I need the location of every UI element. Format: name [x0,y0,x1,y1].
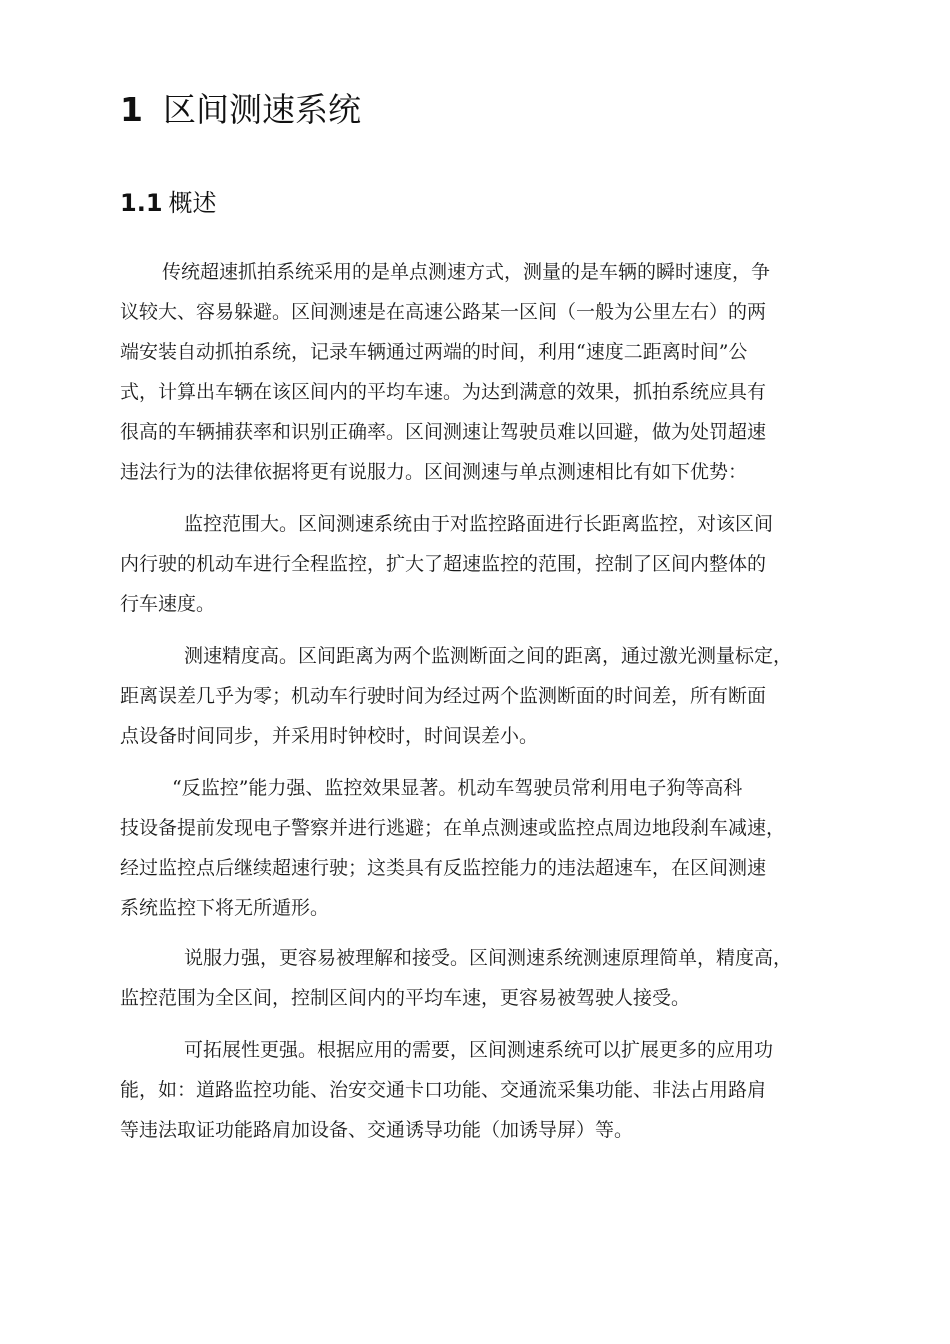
paragraph-anti-monitoring [120,768,840,928]
paragraph-line: 端安装自动抓拍系统，记录车辆通过两端的时间，利用“速度二距离时间”公 [120,341,748,363]
paragraph-line: 测速精度高。区间距离为两个监测断面之间的距离，通过激光测量标定， [184,645,793,667]
heading-1-number: 1 [120,90,143,129]
paragraph-line: 监控范围为全区间，控制区间内的平均车速，更容易被驾驶人接受。 [120,987,691,1009]
paragraph-line: 距离误差几乎为零；机动车行驶时间为经过两个监测断面的时间差，所有断面 [120,685,767,707]
paragraph-line: 点设备时间同步，并采用时钟校时，时间误差小。 [120,725,539,747]
paragraph-line: 议较大、容易躲避。区间测速是在高速公路某一区间（一般为公里左右）的两 [120,301,767,323]
paragraph-line: “反监控”能力强、监控效果显著。机动车驾驶员常利用电子狗等高科 [172,777,743,799]
heading-2-number: 1.1 [120,189,163,217]
paragraph-line: 能，如：道路监控功能、治安交通卡口功能、交通流采集功能、非法占用路肩 [120,1079,767,1101]
paragraph-line: 传统超速抓拍系统采用的是单点测速方式，测量的是车辆的瞬时速度，争 [162,261,771,283]
paragraph-line: 经过监控点后继续超速行驶；这类具有反监控能力的违法超速车，在区间测速 [120,857,767,879]
paragraph-line: 很高的车辆捕获率和识别正确率。区间测速让驾驶员难以回避，做为处罚超速 [120,421,767,443]
heading-1-text: 区间测速系统 [162,90,361,129]
paragraph-intro [120,252,840,492]
heading-2-text: 概述 [168,189,217,217]
paragraph-line: 内行驶的机动车进行全程监控，扩大了超速监控的范围，控制了区间内整体的 [120,553,767,575]
paragraph-line: 监控范围大。区间测速系统由于对监控路面进行长距离监控，对该区间 [184,513,774,535]
paragraph-line: 可拓展性更强。根据应用的需要，区间测速系统可以扩展更多的应用功 [184,1039,774,1061]
heading-1 [120,86,361,134]
paragraph-line: 违法行为的法律依据将更有说服力。区间测速与单点测速相比有如下优势： [120,461,748,483]
paragraph-line: 等违法取证功能路肩加设备、交通诱导功能（加诱导屏）等。 [120,1119,634,1141]
paragraph-extensibility [120,1030,840,1150]
paragraph-monitoring-range [120,504,840,624]
paragraph-line: 系统监控下将无所遁形。 [120,897,330,919]
paragraph-line: 行车速度。 [120,593,216,615]
paragraph-line: 式，计算出车辆在该区间内的平均车速。为达到满意的效果，抓拍系统应具有 [120,381,767,403]
paragraph-accuracy [120,636,840,756]
paragraph-line: 说服力强，更容易被理解和接受。区间测速系统测速原理简单，精度高， [184,947,793,969]
paragraph-line: 技设备提前发现电子警察并进行逃避；在单点测速或监控点周边地段刹车减速， [120,817,786,839]
heading-2 [120,186,217,220]
paragraph-persuasiveness [120,938,840,1018]
